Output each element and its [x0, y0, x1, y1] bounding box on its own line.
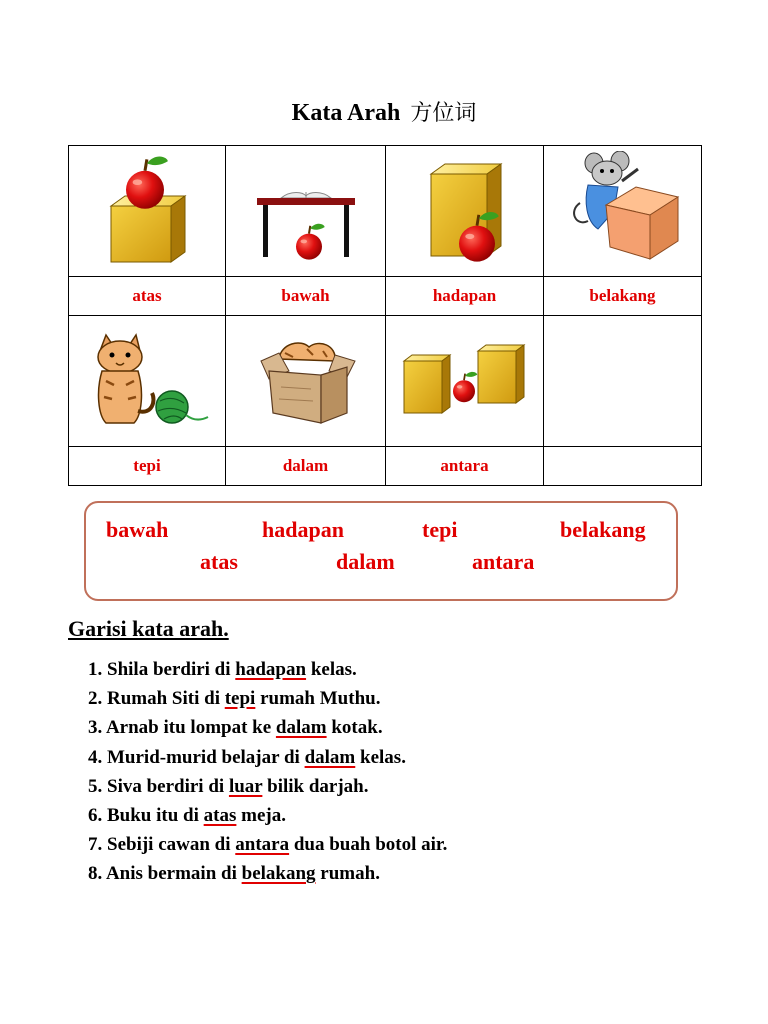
mouse-behind-box-icon	[558, 151, 688, 271]
word-bank-item: dalam	[336, 549, 395, 574]
sentence-text: Shila berdiri di	[107, 659, 236, 680]
label-bawah: bawah	[226, 277, 386, 316]
exercise-sentence-list	[88, 657, 447, 891]
cell-belakang-image	[544, 146, 702, 277]
sentence-text: Sebiji cawan di	[107, 834, 236, 856]
cat-beside-yarn-icon	[82, 331, 212, 431]
title-chinese: 方位词	[410, 101, 477, 126]
word-bank-item: hadapan	[262, 517, 344, 542]
sentence-item	[88, 774, 447, 803]
label-tepi: tepi	[69, 447, 226, 486]
label-empty	[544, 447, 702, 486]
sentence-text: rumah Muthu.	[255, 688, 381, 710]
sentence-text: Siva berdiri di	[107, 775, 229, 797]
apple-in-front-of-box-icon	[415, 156, 515, 266]
cell-bawah-image	[226, 146, 386, 277]
label-hadapan: hadapan	[386, 277, 544, 316]
exercise-heading: Garisi kata arah.	[68, 616, 229, 641]
sentence-item	[88, 832, 447, 861]
cell-antara-image	[386, 316, 544, 447]
sentence-keyword: luar	[228, 775, 263, 797]
sentence-keyword: antara	[235, 834, 290, 856]
apple-on-box-icon	[97, 156, 197, 266]
apple-between-boxes-icon	[400, 341, 530, 421]
label-dalam: dalam	[226, 447, 386, 486]
sentence-number: 7.	[88, 834, 103, 856]
sentence-number: 2.	[88, 688, 103, 710]
direction-picture-table	[68, 145, 702, 486]
sentence-number: 1.	[88, 659, 103, 680]
sentence-number: 5.	[88, 775, 103, 797]
sentence-text: Murid-murid belajar di	[107, 746, 305, 768]
cat-in-box-icon	[251, 331, 361, 431]
word-bank-item: atas	[200, 549, 238, 574]
sentence-text: meja.	[236, 804, 286, 826]
sentence-item	[88, 803, 447, 832]
sentence-keyword: dalam	[304, 746, 356, 768]
sentence-item	[88, 657, 447, 686]
word-bank-item: bawah	[106, 517, 169, 542]
sentence-text: Rumah Siti di	[107, 688, 225, 710]
cell-hadapan-image	[386, 146, 544, 277]
sentence-number: 6.	[88, 804, 103, 826]
word-bank-item: antara	[472, 549, 535, 574]
sentence-text: bilik darjah.	[262, 775, 369, 797]
sentence-item	[88, 715, 447, 744]
cell-dalam-image	[226, 316, 386, 447]
sentence-item	[88, 686, 447, 715]
title-main: Kata Arah	[291, 100, 401, 126]
sentence-text: Arnab itu lompat ke	[105, 717, 276, 739]
sentence-keyword: tepi	[224, 688, 256, 710]
cell-atas-image	[69, 146, 226, 277]
cell-empty-image	[544, 316, 702, 447]
sentence-keyword: dalam	[275, 717, 327, 739]
label-antara: antara	[386, 447, 544, 486]
sentence-text: kotak.	[326, 717, 383, 739]
sentence-keyword: hadapan	[235, 659, 307, 680]
sentence-item	[88, 745, 447, 774]
sentence-number: 4.	[88, 746, 103, 768]
cell-tepi-image	[69, 316, 226, 447]
sentence-keyword: belakang	[241, 863, 316, 885]
sentence-number: 3.	[88, 717, 103, 739]
sentence-text: Anis bermain di	[105, 863, 242, 885]
apple-under-table-icon	[251, 156, 361, 266]
sentence-text: rumah.	[315, 863, 380, 885]
label-atas: atas	[69, 277, 226, 316]
sentence-keyword: atas	[203, 804, 237, 826]
word-bank-box	[84, 501, 678, 601]
sentence-text: kelas.	[355, 746, 406, 768]
sentence-text: dua buah botol air.	[289, 834, 448, 856]
sentence-number: 8.	[88, 863, 103, 885]
word-bank-item: tepi	[422, 517, 458, 542]
page-title	[0, 96, 768, 127]
word-bank-item: belakang	[560, 517, 646, 542]
label-belakang: belakang	[544, 277, 702, 316]
sentence-text: kelas.	[306, 659, 357, 680]
sentence-text: Buku itu di	[107, 804, 204, 826]
sentence-item	[88, 861, 447, 890]
